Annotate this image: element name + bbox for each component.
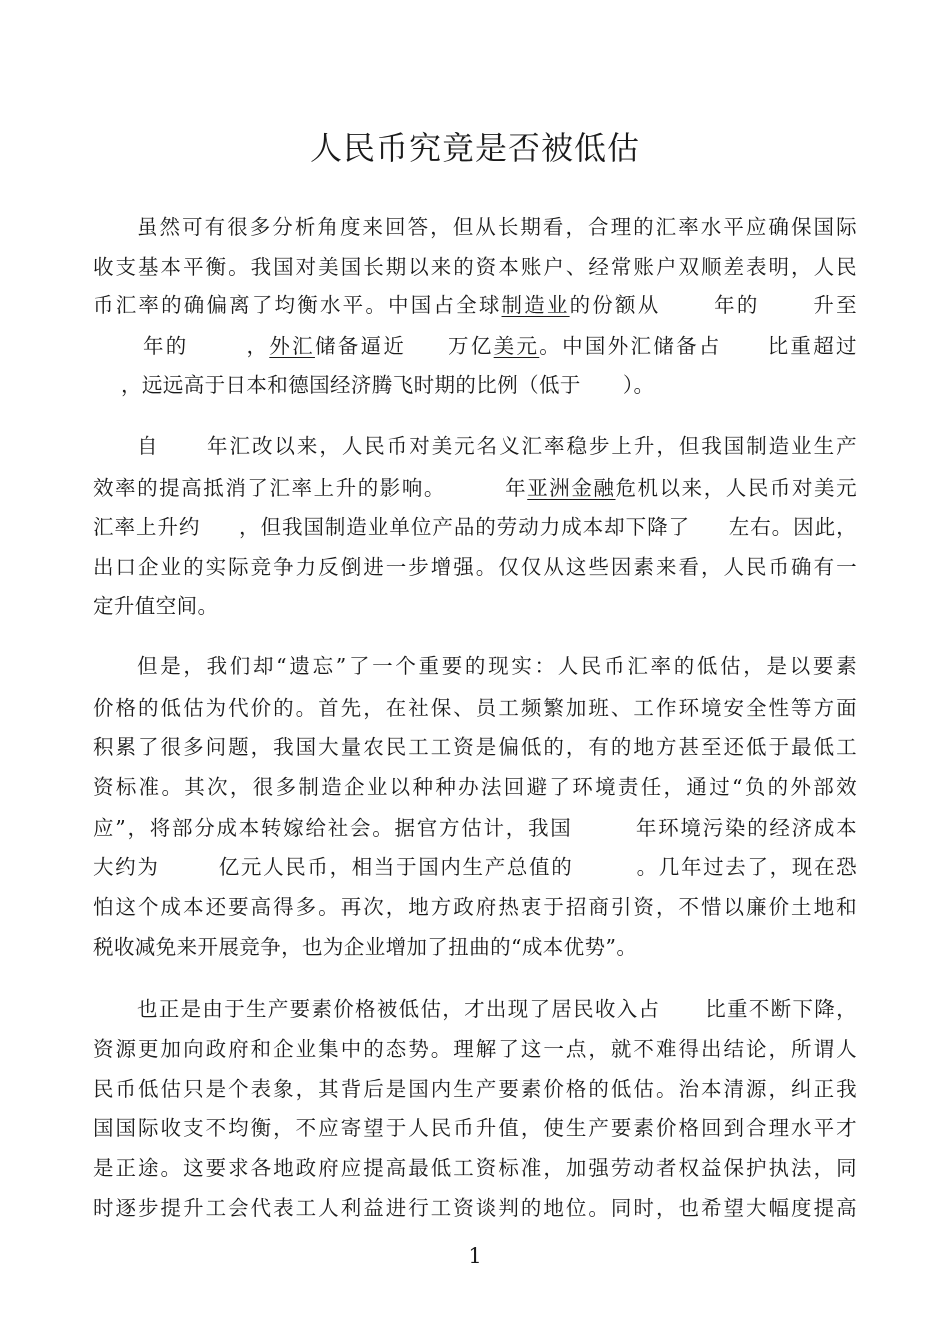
paragraph-4-line-6: 时逐步提升工会代表工人利益进行工资谈判的地位。同时，也希望大幅度提高 [93,1196,857,1220]
underlined-term-forex: 外汇 [269,334,315,358]
paragraph-1-line-3: 币汇率的确偏离了均衡水平。中国占全球制造业的份额从 年的 升至 [93,293,857,317]
paragraph-1-line-4: 年的 ，外汇储备逼近 万亿美元。中国外汇储备占 比重超过 [143,334,857,358]
paragraph-4-line-4: 国国际收支不均衡，不应寄望于人民币升值，使生产要素价格回到合理水平才 [93,1116,857,1140]
paragraph-3-line-1: 但是，我们却“遗忘”了一个重要的现实：人民币汇率的低估，是以要素 [137,654,857,678]
paragraph-2-line-5: 定升值空间。 [93,594,219,618]
paragraph-3-line-2: 价格的低估为代价的。首先，在社保、员工频繁加班、工作环境安全性等方面 [93,696,857,720]
paragraph-3-line-7: 怕这个成本还要高得多。再次，地方政府热衷于招商引资，不惜以廉价土地和 [93,895,857,919]
paragraph-4-line-1: 也正是由于生产要素价格被低估，才出现了居民收入占 比重不断下降， [137,997,857,1021]
paragraph-4-line-3: 民币低估只是个表象，其背后是国内生产要素价格的低估。治本清源，纠正我 [93,1077,857,1101]
page-number: 1 [468,1244,482,1268]
paragraph-3-line-4: 资标准。其次，很多制造企业以种种办法回避了环境责任，通过“负的外部效 [93,775,857,799]
paragraph-2-line-2: 效率的提高抵消了汇率上升的影响。 年亚洲金融危机以来，人民币对美元 [93,476,857,500]
underlined-term-usd: 美元 [493,334,540,358]
paragraph-1-line-1: 虽然可有很多分析角度来回答，但从长期看，合理的汇率水平应确保国际 [137,215,857,239]
paragraph-2-line-1: 自 年汇改以来，人民币对美元名义汇率稳步上升，但我国制造业生产 [137,434,857,458]
paragraph-3-line-6: 大约为 亿元人民币，相当于国内生产总值的 。几年过去了，现在恐 [93,855,858,879]
paragraph-4-line-5: 是正途。这要求各地政府应提高最低工资标准，加强劳动者权益保护执法，同 [93,1156,857,1180]
paragraph-4-line-2: 资源更加向政府和企业集中的态势。理解了这一点，就不难得出结论，所谓人 [93,1037,857,1061]
paragraph-1-line-2: 收支基本平衡。我国对美国长期以来的资本账户、经常账户双顺差表明，人民 [93,255,857,279]
paragraph-1-line-5: ，远远高于日本和德国经济腾飞时期的比例（低于 ）。 [121,373,655,397]
paragraph-2-line-4: 出口企业的实际竞争力反倒进一步增强。仅仅从这些因素来看，人民币确有一 [93,555,857,579]
paragraph-2-line-3: 汇率上升约 ，但我国制造业单位产品的劳动力成本却下降了 左右。因此， [93,515,858,539]
paragraph-3-line-5: 应”，将部分成本转嫁给社会。据官方估计，我国 年环境污染的经济成本 [93,816,858,840]
paragraph-3-line-3: 积累了很多问题，我国大量农民工工资是偏低的，有的地方甚至还低于最低工 [93,735,857,759]
underlined-term-manufacturing: 制造业 [501,293,570,317]
page-title: 人民币究竟是否被低估 [309,129,640,167]
paragraph-3-line-8: 税收减免来开展竞争，也为企业增加了扭曲的“成本优势”。 [93,935,638,959]
underlined-term-asian-financial: 亚洲金融 [527,476,616,500]
